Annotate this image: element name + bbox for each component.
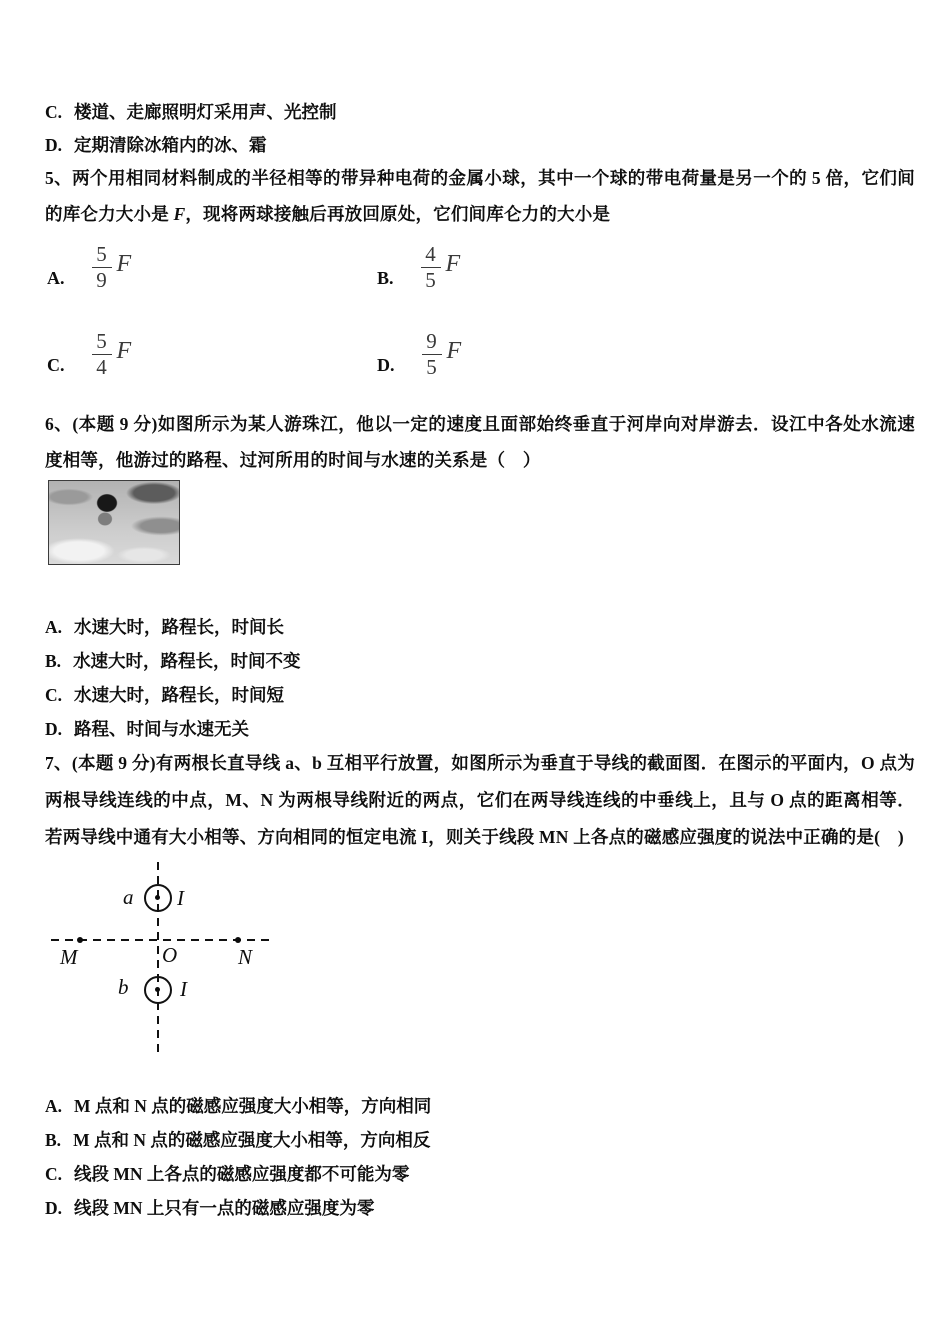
- fraction-numerator: 5: [96, 329, 107, 353]
- q6-option-c: [45, 683, 284, 707]
- q7-option-d-letter: D.: [45, 1198, 63, 1218]
- two-wire-field-diagram: [45, 858, 305, 1070]
- q5-option-a: [47, 243, 131, 292]
- q4-option-d: [45, 133, 267, 157]
- fraction-9-5: [422, 330, 442, 379]
- q7-option-c: [45, 1162, 409, 1186]
- wire-b-label: b: [118, 975, 129, 999]
- q6-option-d-letter: D.: [45, 719, 63, 739]
- q7-option-a-letter: A.: [45, 1096, 63, 1116]
- q5-option-c-letter: C.: [47, 355, 65, 375]
- q6-option-d: [45, 717, 249, 741]
- fraction-numerator: 9: [426, 329, 437, 353]
- q7-option-b-text: M 点和 N 点的磁感应强度大小相等，方向相反: [73, 1130, 431, 1150]
- q7-option-a: [45, 1094, 431, 1118]
- point-m-label: M: [60, 945, 78, 969]
- fraction-denominator: 5: [425, 268, 436, 292]
- q5-option-b-letter: B.: [377, 268, 394, 288]
- q6-option-a-text: 水速大时，路程长，时间长: [74, 617, 285, 637]
- current-label-a: I: [177, 886, 184, 910]
- q6-option-c-text: 水速大时，路程长，时间短: [74, 685, 285, 705]
- point-n-label: N: [238, 945, 253, 969]
- q6-option-a-letter: A.: [45, 617, 63, 637]
- q5-option-a-letter: A.: [47, 268, 65, 288]
- q5-stem-pre: 5、两个用相同材料制成的半径相等的带异种电荷的金属小球，其中一个球的带电荷量是另一个的 5 倍，它们间的库仑力大小是: [45, 168, 915, 224]
- q5-option-d: [377, 330, 461, 379]
- q5-stem: [45, 160, 915, 232]
- point-m-dot: [77, 937, 83, 943]
- force-symbol: F: [116, 338, 132, 364]
- q6-option-a: [45, 615, 284, 639]
- q7-option-b: [45, 1128, 430, 1152]
- q4-option-c-text: 楼道、走廊照明灯采用声、光控制: [74, 102, 337, 122]
- wire-a-label: a: [123, 885, 134, 909]
- q4-option-c: [45, 100, 337, 124]
- wire-a-current-dot: [155, 895, 160, 900]
- q6-option-d-text: 路程、时间与水速无关: [74, 719, 250, 739]
- q5-option-b: [377, 243, 460, 292]
- fraction-5-4: [92, 330, 112, 379]
- fraction-denominator: 9: [96, 268, 107, 292]
- q7-stem: 7、(本题 9 分)有两根长直导线 a、b 互相平行放置，如图所示为垂直于导线的截面图．在图示的平面内，O 点为两根导线连线的中点，M、N 为两根导线附近的两点，它们在两导线连线的中垂线上，且与 O 点的距离相等．若两导线中通有大小相等、方向相同的恒定电流 I，则关于线段 MN 上各点的磁感应强度的说法中正确的是( ): [45, 753, 915, 847]
- q7-option-d: [45, 1196, 374, 1220]
- q6-option-c-letter: C.: [45, 685, 63, 705]
- q5-option-d-letter: D.: [377, 355, 395, 375]
- q4-option-d-text: 定期清除冰箱内的冰、霜: [74, 135, 267, 155]
- q4-option-d-letter: D.: [45, 135, 63, 155]
- point-n-dot: [235, 937, 241, 943]
- q6-option-b: [45, 649, 301, 673]
- force-symbol: F: [116, 251, 132, 277]
- q7-option-b-letter: B.: [45, 1130, 62, 1150]
- q7-option-c-text: 线段 MN 上各点的磁感应强度都不可能为零: [74, 1164, 410, 1184]
- q6-stem: 6、(本题 9 分)如图所示为某人游珠江，他以一定的速度且面部始终垂直于河岸向对岸游去．设江中各处水流速度相等，他游过的路程、过河所用的时间与水速的关系是（ ）: [45, 414, 915, 470]
- wire-b-current-dot: [155, 987, 160, 992]
- fraction-5-9: [92, 243, 112, 292]
- fraction-numerator: 5: [96, 242, 107, 266]
- force-symbol: F: [445, 251, 461, 277]
- q7-option-c-letter: C.: [45, 1164, 63, 1184]
- q5-option-c: [47, 330, 131, 379]
- q5-stem-post: ，现将两球接触后再放回原处，它们间库仑力的大小是: [185, 204, 611, 224]
- force-symbol: F: [446, 338, 462, 364]
- q6-option-b-text: 水速大时，路程长，时间不变: [73, 651, 301, 671]
- swimmer-photo: [48, 480, 180, 565]
- current-label-b: I: [180, 977, 187, 1001]
- fraction-denominator: 5: [426, 355, 437, 379]
- fraction-denominator: 4: [96, 355, 107, 379]
- q5-force-symbol: F: [173, 204, 186, 224]
- q6-option-b-letter: B.: [45, 651, 62, 671]
- fraction-4-5: [421, 243, 441, 292]
- q7-option-a-text: M 点和 N 点的磁感应强度大小相等，方向相同: [74, 1096, 432, 1116]
- q4-option-c-letter: C.: [45, 102, 63, 122]
- point-o-label: O: [162, 943, 178, 967]
- fraction-numerator: 4: [425, 242, 436, 266]
- q7-option-d-text: 线段 MN 上只有一点的磁感应强度为零: [74, 1198, 375, 1218]
